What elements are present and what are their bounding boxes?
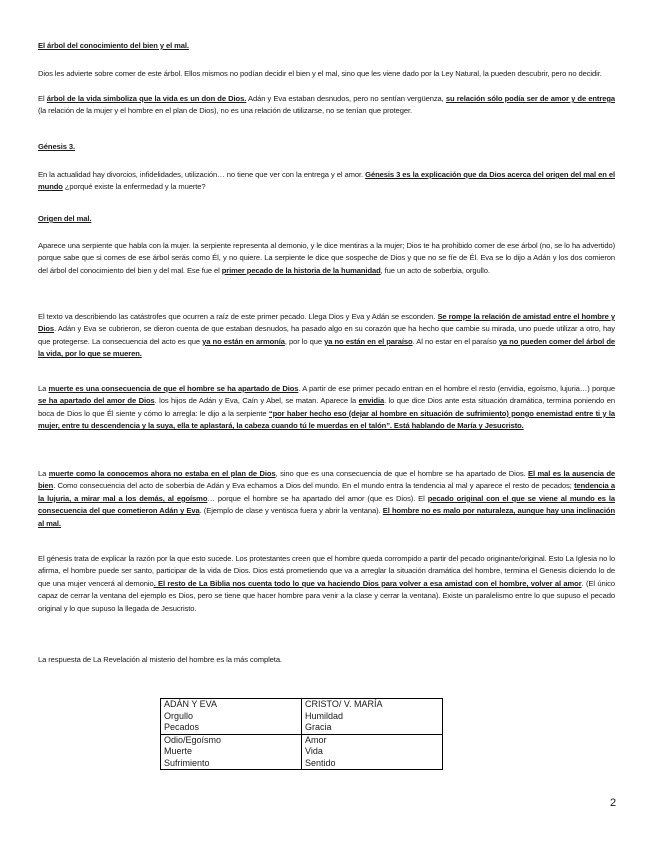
table-cell: Vida [302,746,443,758]
comparison-table [160,698,443,770]
text: ¿porqué existe la enfermedad y la muerte? [62,182,206,192]
text: . A partir de ese primer pecado entran en el hombre el resto (envidia, egoísmo, lujuria…) porque [298,384,615,393]
paragraph-catastrofes [38,311,615,361]
underlined-text: tendencia a la lujuria, a mirar mal a los demás, al egoísmo [38,481,615,503]
text: , fue un acto de soberbia, orgullo. [380,265,490,275]
table-header-row [161,699,443,711]
table-header-cell: CRISTO/ V. MARÍA [302,699,443,711]
text: . los hijos de Adán y Eva, Caín y Abel, se matan. Aparece la [154,396,359,406]
underlined-text: ya no pueden comer del árbol de la vida, por lo que se mueren. [38,336,615,359]
underlined-text: árbol de la vida simboliza que la vida es un don de Dios. [46,94,247,103]
heading-arbol-conocimiento: El árbol del conocimiento del bien y el mal. [38,41,189,50]
table-row [161,722,443,734]
underlined-text: “por haber hecho eso (dejar al hombre en situación de sufrimiento) pongo enemistad entre ti y la mujer, entre tu descendencia y la suya, ella te aplastará, la cabeza cuando tú le muerdas en el talón”. Está hablando de María y Jesucristo. [38,408,616,431]
table-cell: Orgullo [161,711,302,723]
table-cell: Gracia [302,722,443,734]
paragraph-actualidad [38,169,615,194]
underlined-text: ya no están en armonía [202,336,285,346]
underlined-text: pecado original con el que se viene al mundo es la consecuencia del que cometieron Adán y Eva [38,493,615,516]
heading-genesis-3: Génesis 3. [38,142,75,151]
text: . (Ejemplo de clase y ventisca fuera y abrir la ventana). [199,506,383,516]
text: . Adán y Eva se cubrieron, se dieron cuenta de que estaban desnudos, ha pasado algo en su corazón que ha hecho que cambie su mirada, uno puede utilizar a otro, hay que protegerse. La consecuencia del acto es que [38,324,615,346]
text: La [38,469,49,478]
text: (la relación de la mujer y el hombre en el plan de Dios), no es una relación de utilizarse, no se tenían que proteger. [38,106,413,116]
text: , por lo que [284,336,325,346]
text: El [38,94,47,103]
text: . (El único capaz de cerrar la ventana del ejemplo es Dios, pero se tiene que hacer hombre para venir a la clase y cerrar la ventana). Existe un paralelismo entre lo que supuso el pecado original y lo que supuso la llegada de Jesucristo. [38,578,615,613]
table-row [161,711,443,723]
table-cell: Pecados [161,722,302,734]
text: . Al no estar en el paraíso [412,336,499,346]
underlined-text: ya no están en el paraíso [324,336,413,346]
table-cell: Humildad [302,711,443,723]
text: Aparece una serpiente que habla con la mujer. la serpiente representa al demonio, y le dice mentiras a la mujer; Dios te ha prohibido comer de ese árbol (no, se lo ha advertido) porque sabe que si comes de ese árbol serás como Él, y no quiere. La serpiente le dice que sospeche de Dios y que no se fíe de Él. Eva se lo dijo a Adán y los dos comieron del árbol del conocimiento del bien y del mal. Ese fue el [38,241,615,275]
underlined-text: se ha apartado del amor de Dios [38,396,155,406]
underlined-text: primer pecado de la historia de la humanidad [221,265,381,275]
underlined-text: muerte como la conocemos ahora no estaba en el plan de Dios [48,469,276,478]
table-cell: Sentido [302,758,443,770]
heading-origen-mal: Origen del mal. [38,214,92,223]
paragraph-arbol-vida [38,93,615,118]
text: . lo que dice Dios ante esta situación dramática, termina poniendo en boca de Dios lo que Él siente y cómo lo arregla: le dijo a la serpiente [38,396,615,418]
paragraph-advertencia: Dios les advierte sobre comer de este árbol. Ellos mismos no podían decidir el bien y el mal, sino que les viene dado por la Ley Natural, la pueden descubrir, pero no decidir. [38,69,602,78]
underlined-text: muerte es una consecuencia de que el hombre se ha apartado de Dios [48,384,299,393]
underlined-text: envidia [358,396,385,406]
paragraph-genesis-razon [38,553,615,615]
text: , sino que es una consecuencia de que el hombre se ha apartado de Dios. [275,469,529,478]
table-cell: Muerte [161,746,302,758]
text: El texto va describiendo las catástrofes que ocurren a raíz de este primer pecado. Llega Dios y Eva y Adán se esconden. [38,312,438,321]
table-header-cell: ADÁN Y EVA [161,699,302,711]
table-row [161,746,443,758]
text: … porque el hombre se ha apartado del amor (que es Dios). El [207,493,428,503]
paragraph-plan-de-dios [38,468,615,530]
page-number: 2 [610,797,617,809]
paragraph-revelacion: La respuesta de La Revelación al misterio del hombre es la más completa. [38,655,282,664]
text: . Como consecuencia del acto de soberbia de Adán y Eva echamos a Dios del mundo. En el mundo entra la tendencia al mal y aparece el resto de pecados; [53,481,575,491]
table-cell: Sufrimiento [161,758,302,770]
table-row [161,758,443,770]
underlined-text: Se rompe la relación de amistad entre el hombre y Dios [38,312,615,334]
text: En la actualidad hay divorcios, infidelidades, utilización… no tiene que ver con la entrega y el amor. [38,170,366,179]
underlined-text: El hombre no es malo por naturaleza, aunque hay una inclinación al mal. [38,506,616,528]
table-cell: Amor [302,734,443,746]
paragraph-serpiente [38,240,615,277]
text: Adán y Eva estaban desnudos, pero no sentían vergüenza, [246,94,446,103]
underlined-text: El mal es la ausencia de bien [38,469,615,491]
text: El génesis trata de explicar la razón por la que esto sucede. Los protestantes creen que el hombre queda corrompido a partir del pecado originante/original. Esto La Iglesia no lo afirma, el hombre puede ser santo, participar de la vida de Dios. Dios está prometiendo que va a arreglar la situación dramática del hombre, termina el Genesis diciendo lo de que una mujer vencerá al demonio [38,554,615,588]
underlined-text: su relación sólo podía ser de amor y de entrega [445,94,615,103]
underlined-text: Génesis 3 es la explicación que da Dios acerca del origen del mal en el mundo [38,170,615,192]
paragraph-muerte-consecuencia [38,383,615,433]
text: La [38,384,49,393]
table-row [161,734,443,746]
underlined-text: . El resto de La Biblia nos cuenta todo lo que va haciendo Dios para volver a esa amistad con el hombre, volver al amor [153,578,582,588]
table-cell: Odio/Egoísmo [161,734,302,746]
